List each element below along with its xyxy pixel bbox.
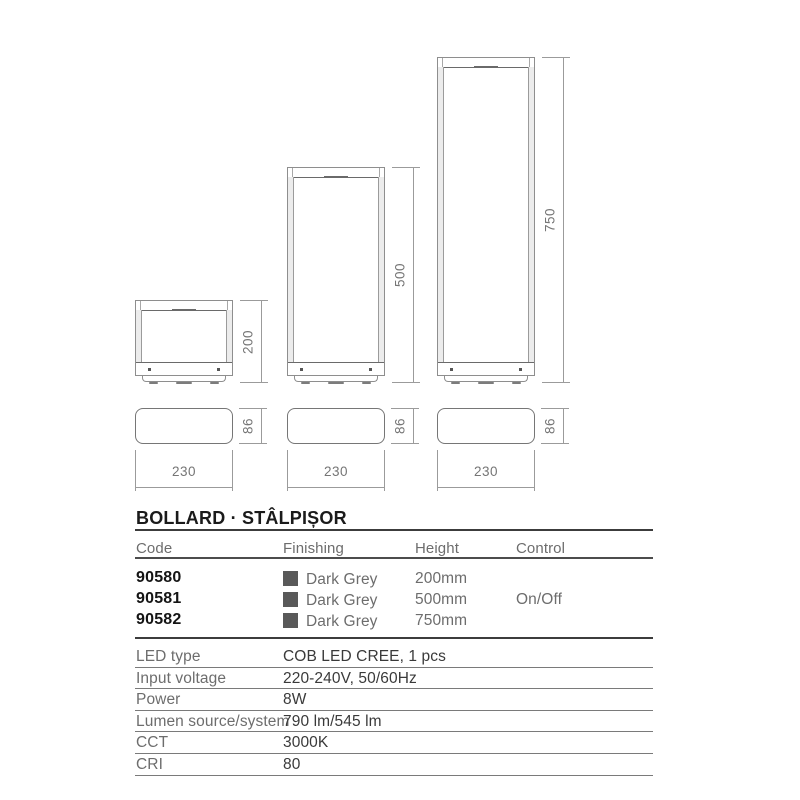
foot-mark (512, 382, 521, 384)
finishing-value: Dark Grey (306, 592, 378, 609)
bollard-base (136, 362, 232, 375)
foot-mark (210, 382, 219, 384)
spec-label: CRI (136, 756, 163, 773)
spec-value: 220-240V, 50/60Hz (283, 670, 417, 687)
title-underline (135, 529, 653, 531)
depth-dim-label: 86 (240, 417, 256, 435)
spec-row-divider (135, 731, 653, 732)
spec-label: CCT (136, 734, 169, 751)
height-dim-label: 200 (240, 329, 256, 354)
bollard-cap (136, 301, 232, 311)
product-code: 90580 (136, 569, 182, 586)
width-dimension-line (287, 487, 385, 488)
front-view-small (135, 300, 233, 376)
width-dim-label: 230 (473, 464, 499, 479)
spec-row-divider (135, 775, 653, 776)
height-value: 750mm (415, 612, 468, 629)
spec-row-divider (135, 667, 653, 668)
front-view-large (437, 57, 535, 376)
screw-dot (369, 368, 372, 371)
color-swatch-dark-grey (283, 571, 298, 586)
spec-label: Input voltage (136, 670, 227, 687)
bollard-post-left (288, 177, 294, 363)
top-view-medium (287, 408, 385, 444)
column-header-height: Height (415, 540, 459, 557)
spec-label: Lumen source/system (136, 713, 290, 730)
top-view-small (135, 408, 233, 444)
width-dim-label: 230 (171, 464, 197, 479)
top-view-large (437, 408, 535, 444)
control-value: On/Off (516, 591, 562, 608)
bollard-cap (288, 168, 384, 178)
depth-dimension-line (563, 408, 564, 444)
product-code: 90581 (136, 590, 182, 607)
spec-row-divider (135, 753, 653, 754)
width-dim-label: 230 (323, 464, 349, 479)
cap-notch (172, 309, 196, 311)
bollard-post-right (226, 310, 232, 363)
bollard-base (288, 362, 384, 375)
cap-edge-line (140, 301, 141, 310)
cap-notch (324, 176, 348, 178)
spec-value: 790 lm/545 lm (283, 713, 382, 730)
page-title: BOLLARD · STÂLPIȘOR (136, 508, 347, 528)
foot-mark (478, 382, 494, 384)
spec-value: COB LED CREE, 1 pcs (283, 648, 446, 665)
screw-dot (217, 368, 220, 371)
spec-label: LED type (136, 648, 201, 665)
finishing-value: Dark Grey (306, 613, 378, 630)
cap-edge-line (227, 301, 228, 310)
color-swatch-dark-grey (283, 613, 298, 628)
front-view-medium (287, 167, 385, 376)
screw-dot (519, 368, 522, 371)
color-swatch-dark-grey (283, 592, 298, 607)
bollard-base (438, 362, 534, 375)
spec-row-divider (135, 688, 653, 689)
spec-row-divider (135, 710, 653, 711)
bollard-post-right (378, 177, 384, 363)
column-header-control: Control (516, 540, 566, 557)
column-header-finishing: Finishing (283, 540, 344, 557)
depth-dimension-line (261, 408, 262, 444)
foot-plate-small (142, 376, 226, 382)
bollard-post-left (438, 67, 444, 363)
cap-edge-line (529, 58, 530, 67)
cap-edge-line (292, 168, 293, 177)
foot-mark (176, 382, 192, 384)
foot-mark (362, 382, 371, 384)
spec-value: 3000K (283, 734, 329, 751)
height-dim-label: 750 (542, 207, 558, 233)
spec-value: 80 (283, 756, 301, 773)
cap-edge-line (442, 58, 443, 67)
screw-dot (450, 368, 453, 371)
spec-value: 8W (283, 691, 307, 708)
height-dimension-line (413, 167, 414, 383)
depth-dim-label: 86 (542, 417, 558, 435)
bollard-post-right (528, 67, 534, 363)
column-header-code: Code (136, 540, 173, 557)
bollard-post-left (136, 310, 142, 363)
screw-dot (148, 368, 151, 371)
height-value: 200mm (415, 570, 468, 587)
finishing-value: Dark Grey (306, 571, 378, 588)
width-dimension-line (437, 487, 535, 488)
cap-notch (474, 66, 498, 68)
screw-dot (300, 368, 303, 371)
foot-plate-medium (294, 376, 378, 382)
height-dimension-line (261, 300, 262, 383)
foot-mark (301, 382, 310, 384)
table-divider (135, 637, 653, 639)
cap-edge-line (379, 168, 380, 177)
height-dimension-line (563, 57, 564, 383)
header-underline (135, 557, 653, 559)
depth-dimension-line (413, 408, 414, 444)
spec-label: Power (136, 691, 181, 708)
foot-plate-large (444, 376, 528, 382)
foot-mark (451, 382, 460, 384)
product-code: 90582 (136, 611, 182, 628)
width-dimension-line (135, 487, 233, 488)
height-value: 500mm (415, 591, 468, 608)
height-dim-label: 500 (392, 262, 408, 288)
foot-mark (149, 382, 158, 384)
bollard-cap (438, 58, 534, 68)
depth-dim-label: 86 (392, 417, 408, 435)
foot-mark (328, 382, 344, 384)
